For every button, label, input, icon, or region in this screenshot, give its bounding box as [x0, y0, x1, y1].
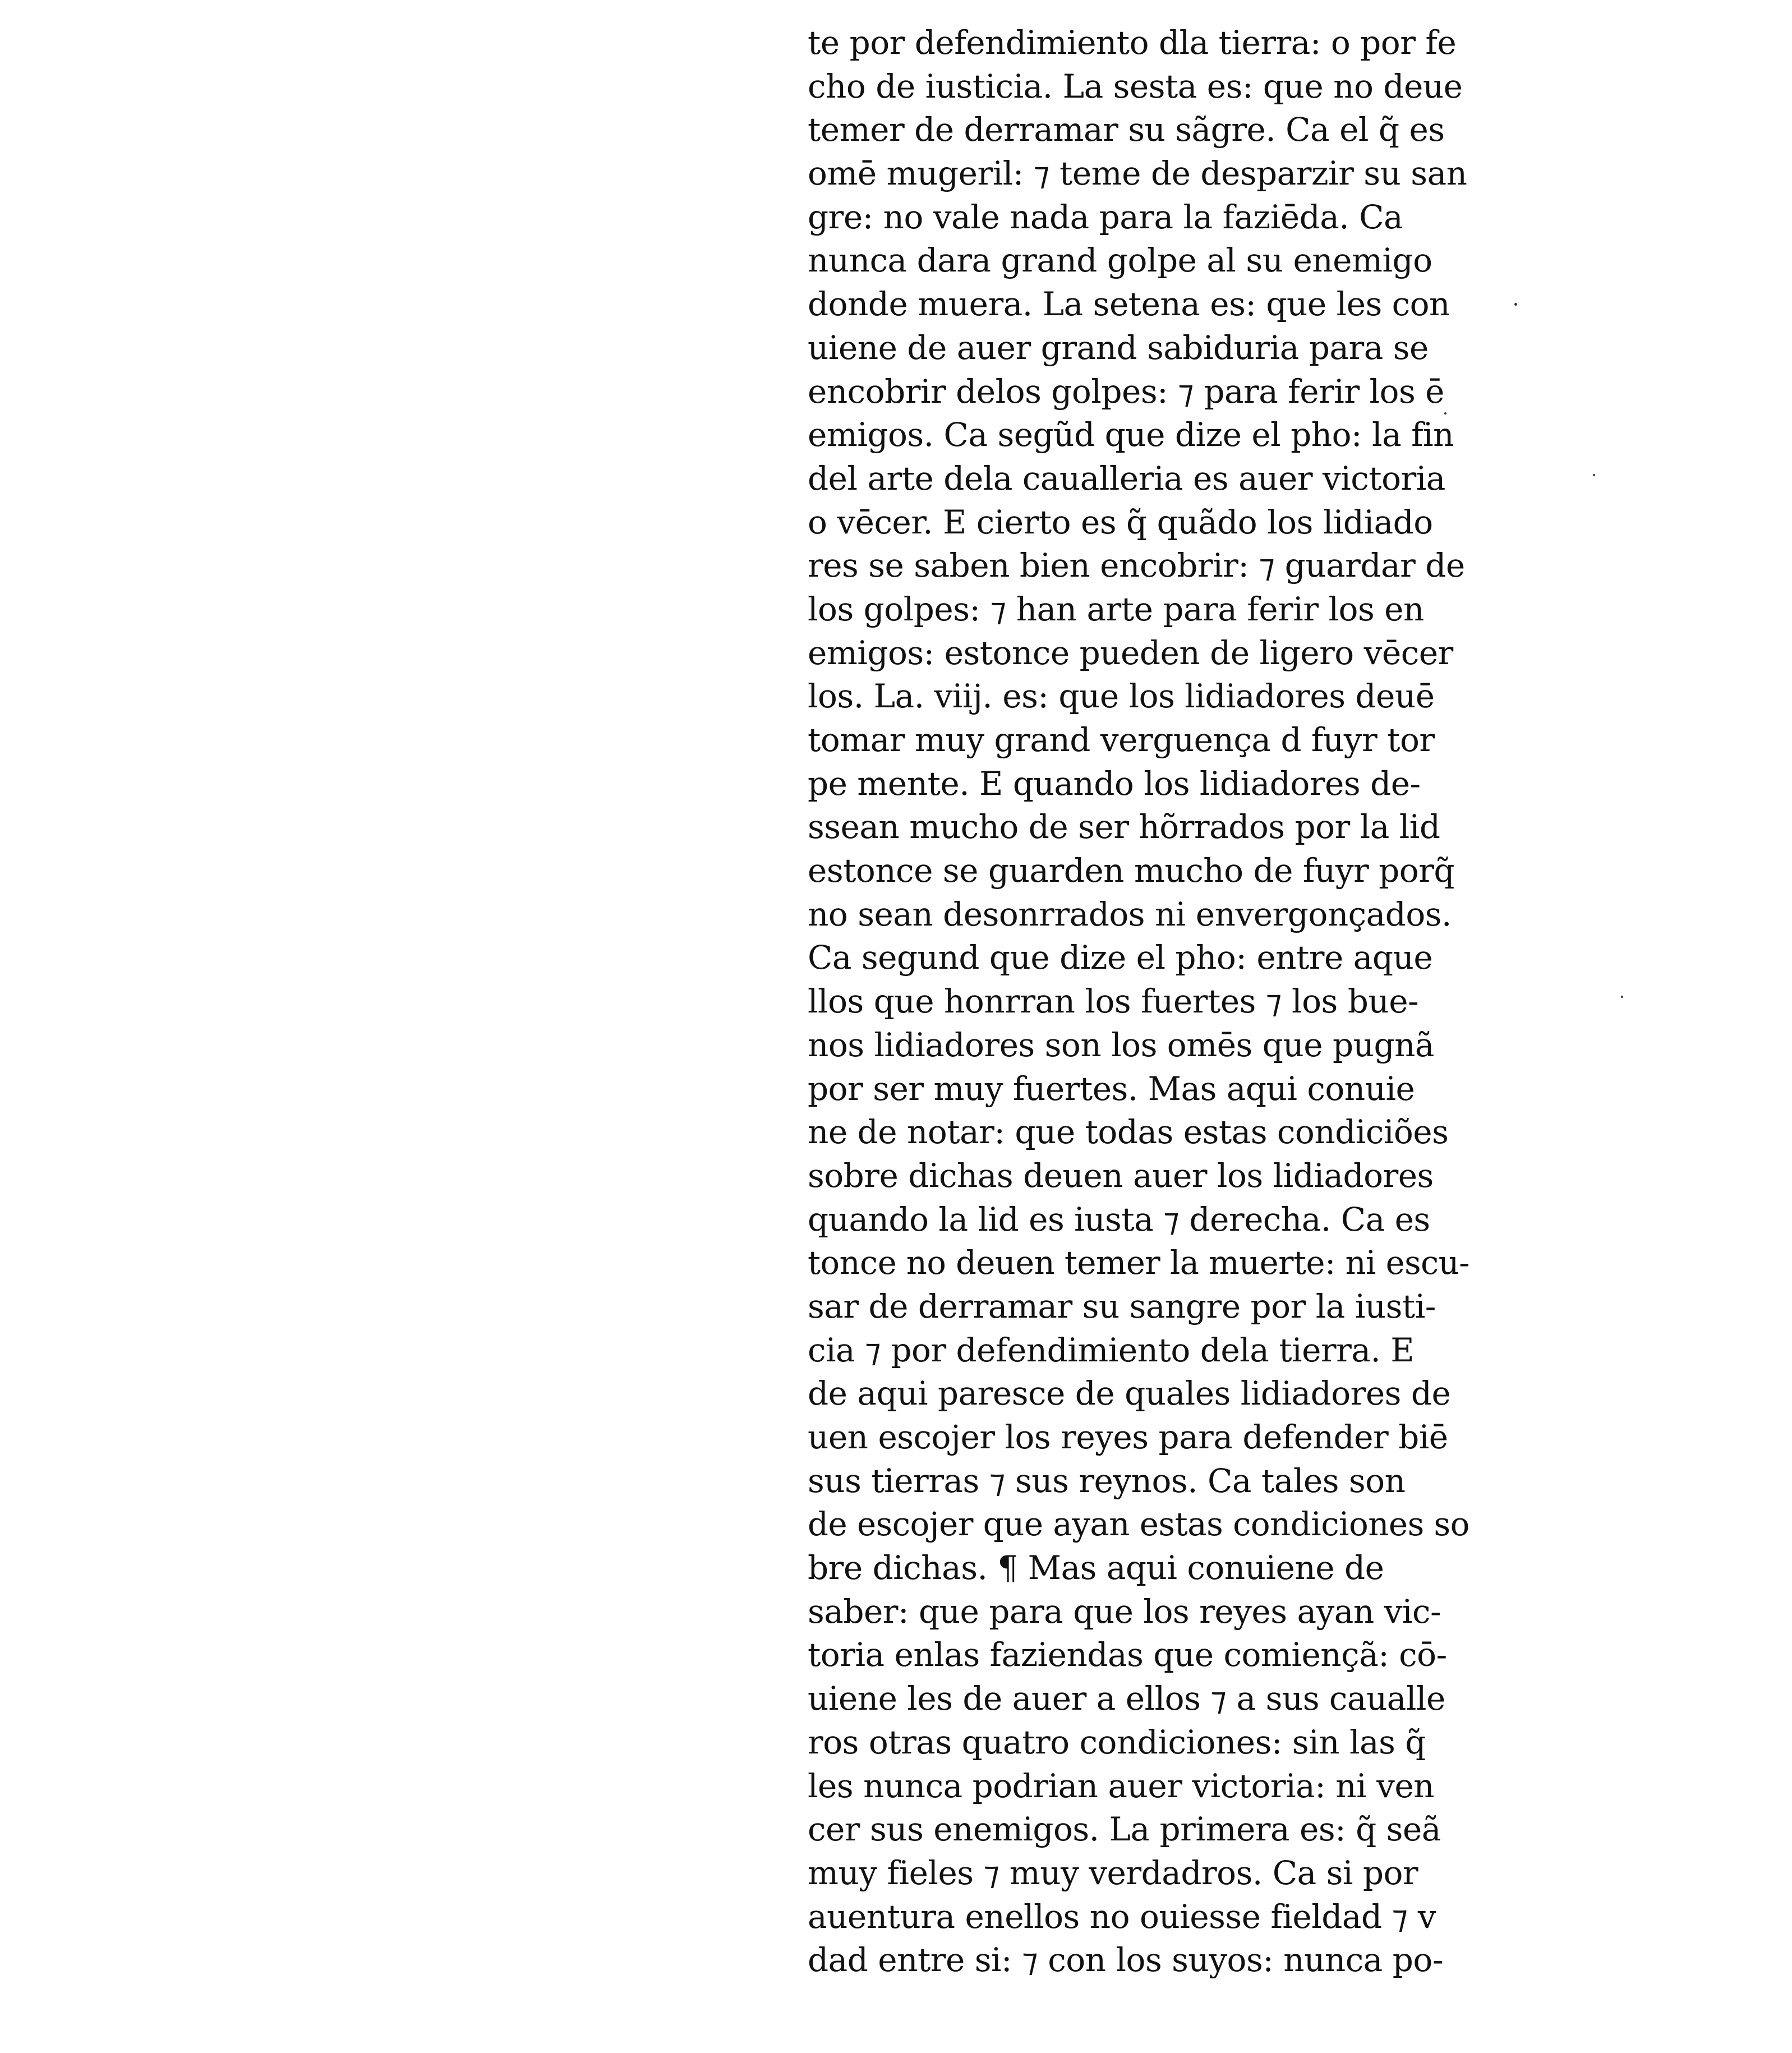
text-line: temer de derramar su sãgre. Ca el q̃ es [808, 111, 1445, 149]
text-line: sar de derramar su sangre por la iusti- [808, 1287, 1436, 1325]
text-line: cer sus enemigos. La primera es: q̃ seã [808, 1810, 1441, 1849]
text-line: donde muera. La setena es: que les con [808, 285, 1450, 324]
text-line: sobre dichas deuen auer los lidiadores [808, 1156, 1434, 1195]
ink-speck [1593, 474, 1595, 476]
text-line: uen escojer los reyes para defender biē [808, 1418, 1448, 1456]
text-line: dad entre si: ⁊ con los suyos: nunca po- [808, 1941, 1443, 1980]
text-line: saber: que para que los reyes ayan vic- [808, 1592, 1441, 1631]
text-line: nunca dara grand golpe al su enemigo [808, 241, 1432, 280]
text-line: emigos: estonce pueden de ligero vēcer [808, 633, 1453, 672]
text-line: ros otras quatro condiciones: sin las q̃ [808, 1723, 1426, 1761]
text-line: Ca segund que dize el pho: entre aque [808, 938, 1433, 977]
text-line: gre: no vale nada para la faziēda. Ca [808, 197, 1403, 236]
text-line: los golpes: ⁊ han arte para ferir los en [808, 590, 1424, 628]
text-line: por ser muy fuertes. Mas aqui conuie [808, 1069, 1415, 1108]
text-line: res se saben bien encobrir: ⁊ guardar de [808, 546, 1465, 585]
text-line: los. La. viij. es: que los lidiadores deuē [808, 677, 1435, 716]
text-line: quando la lid es iusta ⁊ derecha. Ca es [808, 1200, 1430, 1239]
text-column [808, 21, 1469, 1982]
text-line: estonce se guarden mucho de fuyr porq̃ [808, 851, 1455, 890]
text-line: de aqui paresce de quales lidiadores de [808, 1374, 1451, 1413]
text-line: tonce no deuen temer la muerte: ni escu- [808, 1244, 1470, 1282]
text-line: ne de notar: que todas estas condiciões [808, 1113, 1449, 1152]
text-line: toria enlas faziendas que comiençã: cō- [808, 1636, 1447, 1674]
text-line: sus tierras ⁊ sus reynos. Ca tales son [808, 1461, 1406, 1500]
text-line: emigos. Ca segũd que dize el pho: la fin [808, 416, 1454, 454]
text-line: o vēcer. E cierto es q̃ quãdo los lidiado [808, 503, 1433, 541]
ink-speck [1621, 996, 1623, 998]
text-line: no sean desonrrados ni envergonçados. [808, 895, 1452, 933]
text-line: encobrir delos golpes: ⁊ para ferir los ē [808, 372, 1444, 411]
text-line: bre dichas. ¶ Mas aqui conuiene de [808, 1549, 1384, 1587]
text-line: tomar muy grand verguença d fuyr tor [808, 721, 1435, 759]
text-line: auentura enellos no ouiesse fieldad ⁊ v [808, 1897, 1436, 1936]
text-line: omē mugeril: ⁊ teme de desparzir su san [808, 154, 1467, 193]
text-line: pe mente. E quando los lidiadores de- [808, 764, 1421, 803]
text-line: muy fieles ⁊ muy verdadros. Ca si por [808, 1853, 1418, 1892]
text-line: cia ⁊ por defendimiento dela tierra. E [808, 1331, 1415, 1369]
text-line: llos que honrran los fuertes ⁊ los bue- [808, 982, 1419, 1021]
text-line: uiene les de auer a ellos ⁊ a sus caualle [808, 1679, 1445, 1718]
text-line: de escojer que ayan estas condiciones so [808, 1505, 1469, 1544]
text-line: nos lidiadores son los omēs que pugnã [808, 1025, 1435, 1064]
text-line: cho de iusticia. La sesta es: que no deue [808, 67, 1463, 105]
text-line: les nunca podrian auer victoria: ni ven [808, 1766, 1435, 1805]
ink-speck [1514, 303, 1517, 306]
text-line: uiene de auer grand sabiduria para se [808, 328, 1429, 367]
text-line: ssean mucho de ser hõrrados por la lid [808, 808, 1440, 846]
text-line: te por defendimiento dla tierra: o por fe [808, 24, 1457, 62]
text-line: del arte dela caualleria es auer victoria [808, 459, 1445, 498]
ink-speck [1444, 412, 1447, 415]
